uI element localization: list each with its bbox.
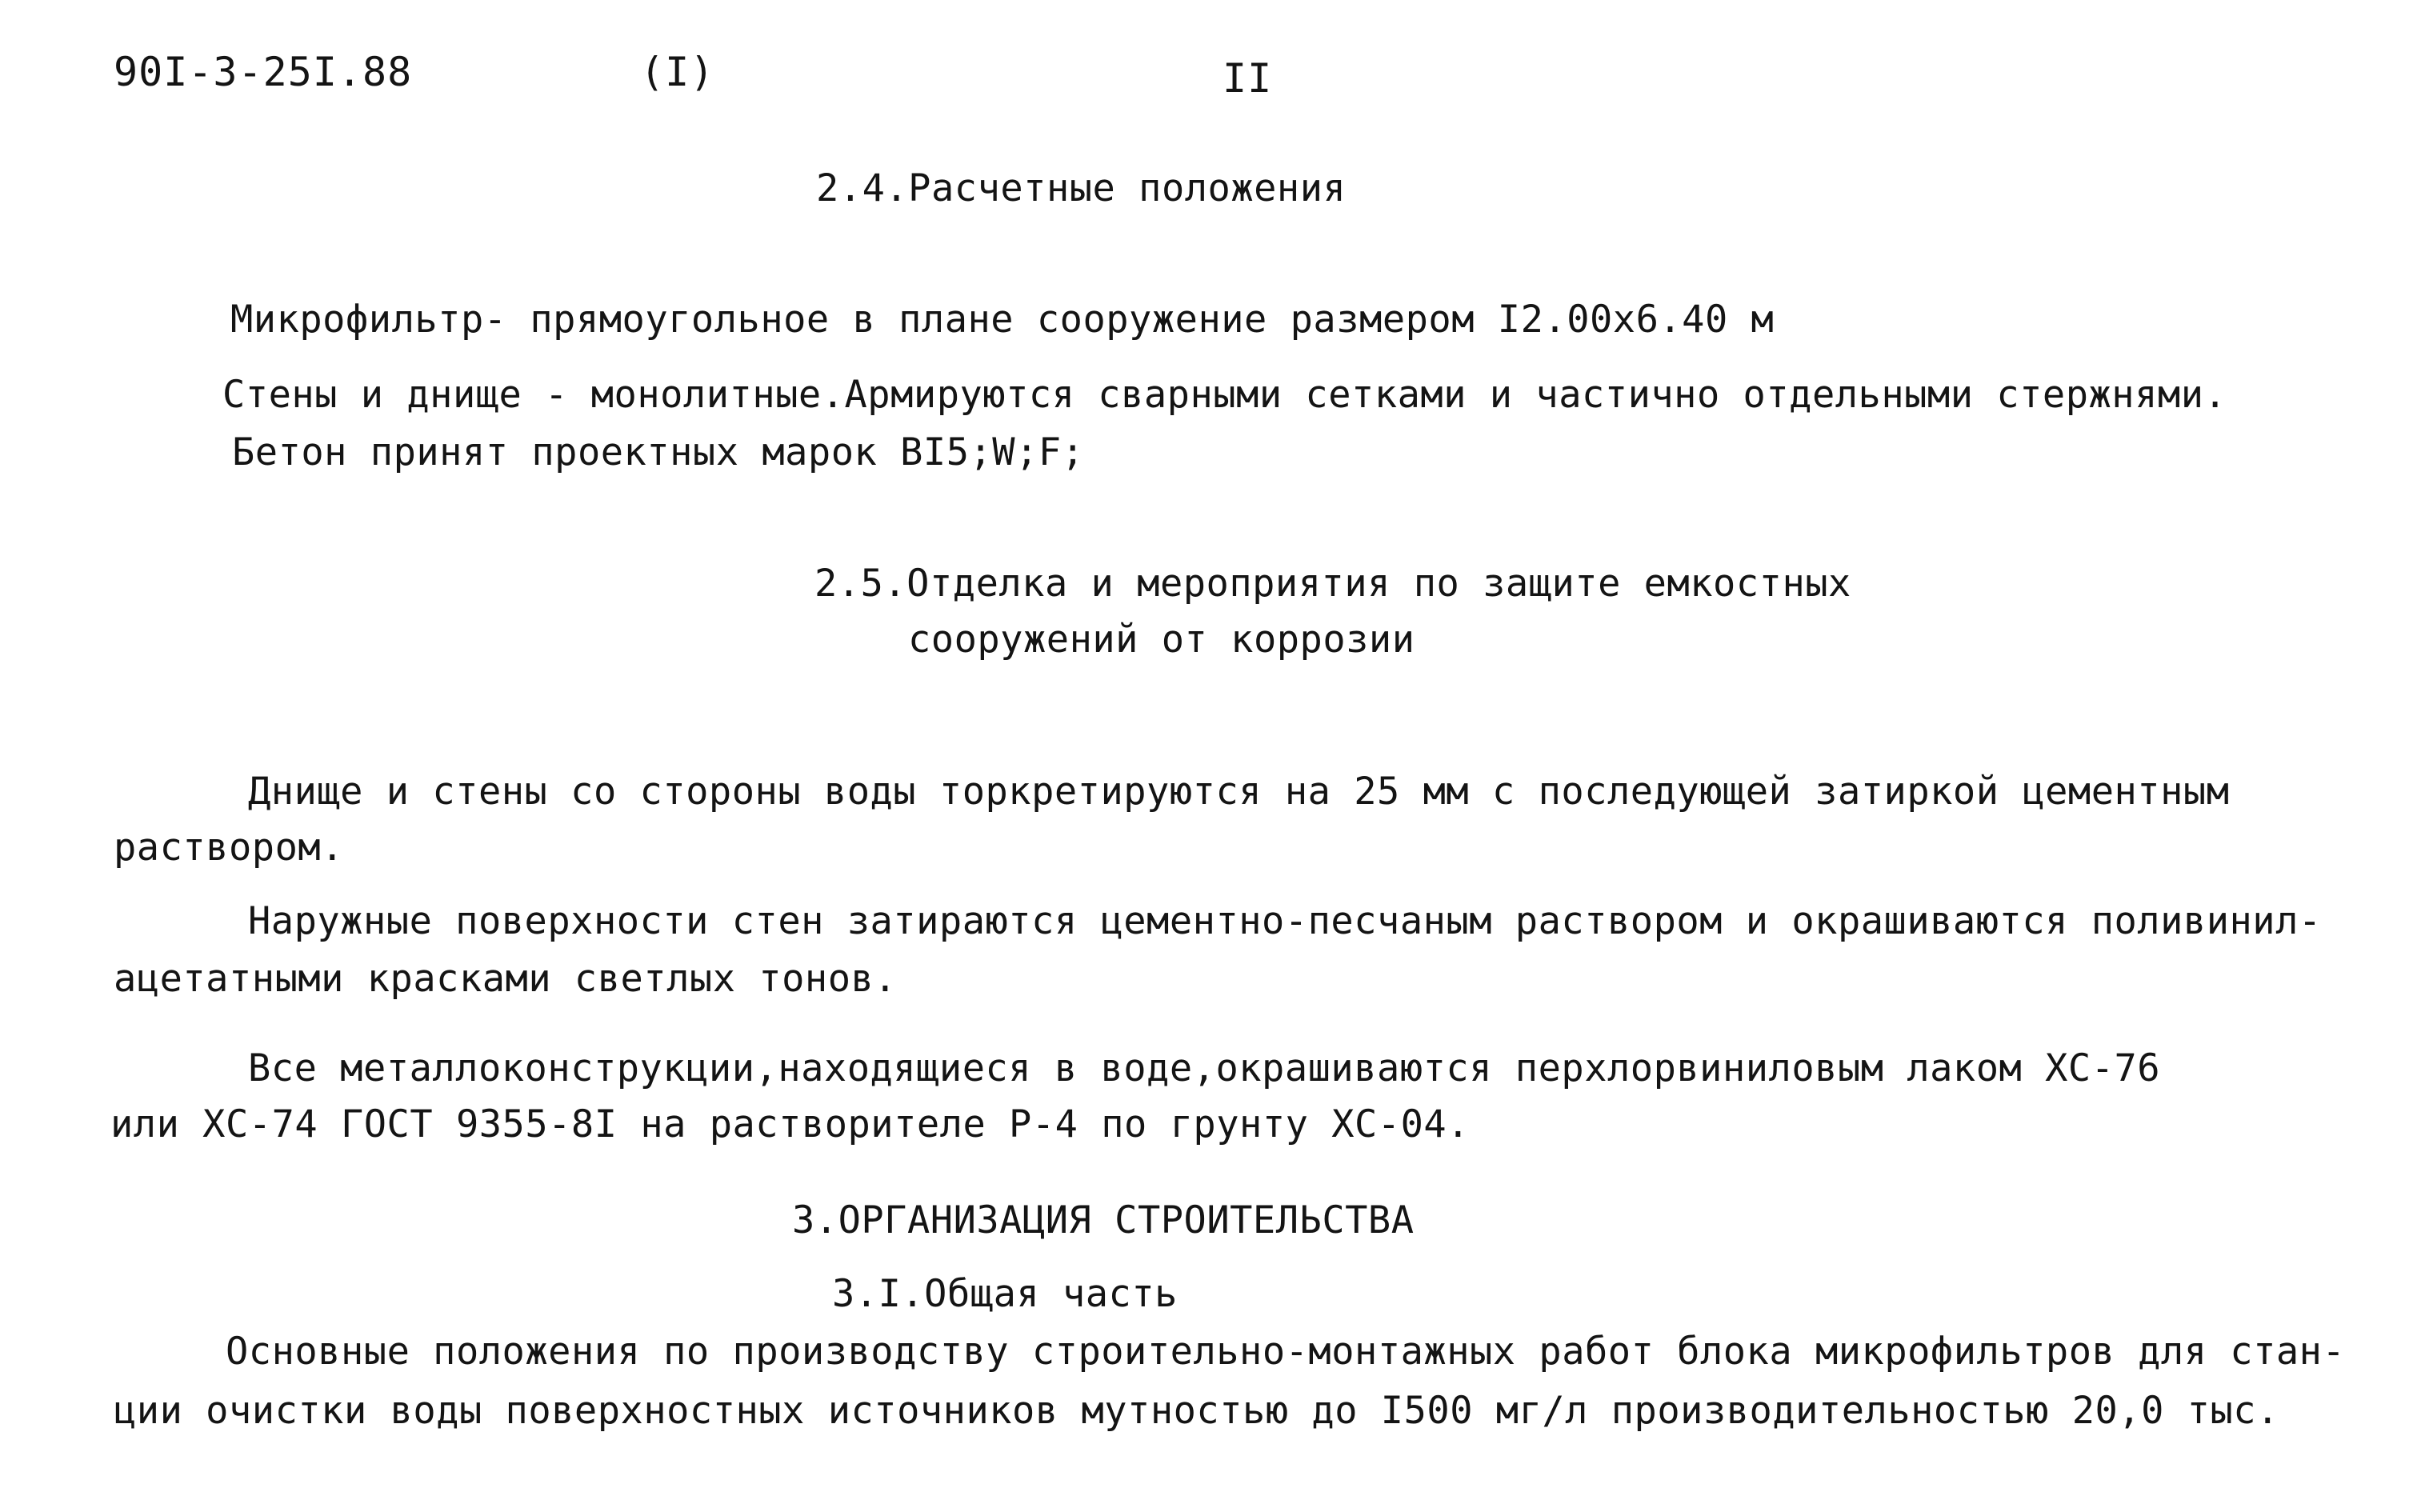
part-label: (I): [640, 49, 715, 95]
page-number: II: [1223, 55, 1273, 102]
section-2-5-title-line-2: сооружений от коррозии: [908, 618, 1415, 662]
section-2-5-p2-line-1: Наружные поверхности стен затираются цементно-песчаным раствором и окрашиваются поливинил-: [248, 899, 2322, 943]
section-2-4-line-1: Микрофильтр- прямоугольное в плане сооружение размером I2.00x6.40 м: [230, 298, 1775, 342]
section-2-5-p1-line-2: раствором.: [114, 826, 344, 870]
section-3-line-1: Основные положения по производству строительно-монтажных работ блока микрофильтров для стан-: [226, 1330, 2346, 1374]
section-2-5-p3-line-1: Все металлоконструкции,находящиеся в воде,окрашиваются перхлорвиниловым лаком ХС-76: [248, 1046, 2161, 1090]
section-2-4-line-3: Бетон принят проектных марок BI5;W;F;: [232, 430, 1085, 474]
section-2-5-p2-line-2: ацетатными красками светлых тонов.: [114, 957, 898, 1001]
section-3-title: 3.ОРГАНИЗАЦИЯ СТРОИТЕЛЬСТВА: [792, 1198, 1415, 1242]
section-2-5-p3-line-2: или ХС-74 ГОСТ 9355-8I на растворителе Р-4 по грунту ХС-04.: [110, 1102, 1470, 1146]
section-3-line-2: ции очистки воды поверхностных источников мутностью до I500 мг/л производительностью 20,0 тыс.: [114, 1389, 2279, 1433]
document-number: 90I-3-25I.88: [114, 49, 413, 95]
section-3-subtitle: 3.I.Общая часть: [832, 1272, 1178, 1316]
section-2-5-p1-line-1: Днище и стены со стороны воды торкретируются на 25 мм с последующей затиркой цементным: [248, 770, 2230, 814]
section-2-4-line-2: Стены и днище - монолитные.Армируются сварными сетками и частично отдельными стержнями.: [222, 373, 2227, 417]
section-2-4-title: 2.4.Расчетные положения: [816, 166, 1347, 210]
section-2-5-title-line-1: 2.5.Отделка и мероприятия по защите емкостных: [814, 562, 1851, 606]
